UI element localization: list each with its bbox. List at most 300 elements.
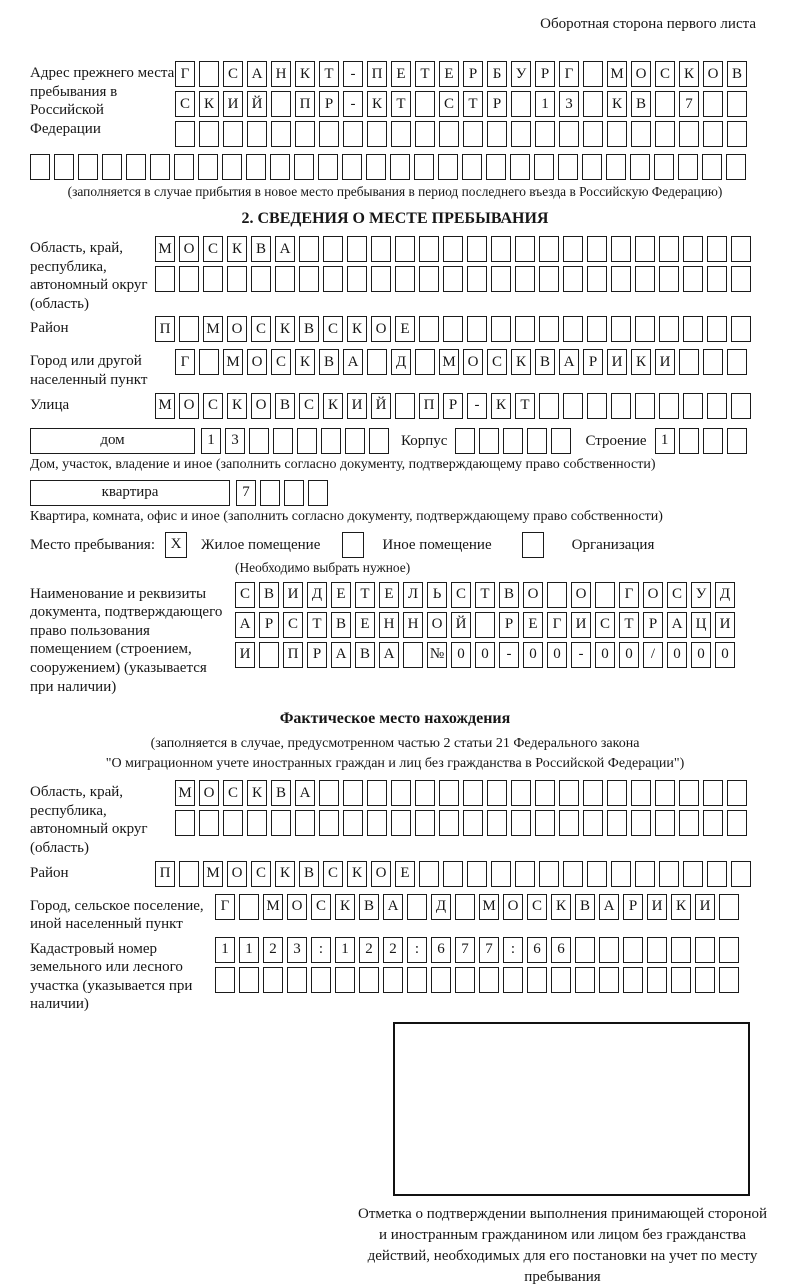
char-cell[interactable] [311, 967, 331, 993]
char-cell[interactable] [539, 393, 559, 419]
char-cell[interactable] [179, 316, 199, 342]
char-cell[interactable]: О [703, 61, 723, 87]
char-cell[interactable]: О [631, 61, 651, 87]
char-cell[interactable]: К [323, 393, 343, 419]
char-cell[interactable]: К [335, 894, 355, 920]
char-cell[interactable] [247, 121, 267, 147]
char-cell[interactable] [510, 154, 530, 180]
char-cell[interactable]: В [499, 582, 519, 608]
char-cell[interactable]: В [275, 393, 295, 419]
char-cell[interactable]: 2 [383, 937, 403, 963]
char-cell[interactable] [727, 428, 747, 454]
char-cell[interactable]: К [247, 780, 267, 806]
char-cell[interactable] [587, 316, 607, 342]
char-cell[interactable]: И [235, 642, 255, 668]
char-cell[interactable] [199, 61, 219, 87]
char-cell[interactable] [655, 810, 675, 836]
char-cell[interactable]: М [203, 861, 223, 887]
char-cell[interactable] [491, 236, 511, 262]
char-cell[interactable] [487, 780, 507, 806]
char-cell[interactable] [222, 154, 242, 180]
char-cell[interactable] [271, 91, 291, 117]
char-cell[interactable]: С [323, 316, 343, 342]
char-cell[interactable] [683, 316, 703, 342]
char-cell[interactable] [155, 266, 175, 292]
char-cell[interactable]: М [155, 236, 175, 262]
char-cell[interactable]: К [275, 316, 295, 342]
char-cell[interactable]: В [535, 349, 555, 375]
char-cell[interactable] [563, 316, 583, 342]
char-cell[interactable] [683, 266, 703, 292]
char-cell[interactable] [342, 154, 362, 180]
char-cell[interactable]: В [299, 861, 319, 887]
char-cell[interactable]: 0 [451, 642, 471, 668]
char-cell[interactable]: - [571, 642, 591, 668]
char-cell[interactable] [299, 236, 319, 262]
char-cell[interactable] [391, 121, 411, 147]
char-cell[interactable] [731, 316, 751, 342]
char-cell[interactable]: К [347, 861, 367, 887]
char-cell[interactable] [731, 236, 751, 262]
char-cell[interactable] [683, 236, 703, 262]
char-cell[interactable]: - [499, 642, 519, 668]
char-cell[interactable] [563, 861, 583, 887]
char-cell[interactable] [30, 154, 50, 180]
char-cell[interactable] [491, 861, 511, 887]
char-cell[interactable]: П [295, 91, 315, 117]
char-cell[interactable] [611, 393, 631, 419]
char-cell[interactable]: Р [499, 612, 519, 638]
char-cell[interactable] [703, 91, 723, 117]
char-cell[interactable] [719, 967, 739, 993]
char-cell[interactable] [199, 810, 219, 836]
char-cell[interactable]: Е [391, 61, 411, 87]
char-cell[interactable] [559, 780, 579, 806]
char-cell[interactable] [347, 236, 367, 262]
char-cell[interactable] [321, 428, 341, 454]
char-cell[interactable] [367, 121, 387, 147]
char-cell[interactable]: Р [443, 393, 463, 419]
char-cell[interactable] [366, 154, 386, 180]
char-cell[interactable] [391, 780, 411, 806]
char-cell[interactable] [174, 154, 194, 180]
char-cell[interactable] [534, 154, 554, 180]
char-cell[interactable]: 0 [595, 642, 615, 668]
char-cell[interactable]: А [667, 612, 687, 638]
char-cell[interactable]: Т [355, 582, 375, 608]
char-cell[interactable]: Р [583, 349, 603, 375]
char-cell[interactable] [335, 967, 355, 993]
char-cell[interactable]: 0 [715, 642, 735, 668]
residence-checkbox-inoe[interactable] [342, 532, 364, 558]
char-cell[interactable] [463, 810, 483, 836]
char-cell[interactable]: А [331, 642, 351, 668]
char-cell[interactable]: 2 [359, 937, 379, 963]
char-cell[interactable] [563, 236, 583, 262]
char-cell[interactable]: П [419, 393, 439, 419]
char-cell[interactable] [727, 121, 747, 147]
char-cell[interactable]: 7 [479, 937, 499, 963]
char-cell[interactable] [263, 967, 283, 993]
char-cell[interactable]: К [679, 61, 699, 87]
char-cell[interactable]: О [523, 582, 543, 608]
char-cell[interactable]: С [595, 612, 615, 638]
char-cell[interactable] [727, 91, 747, 117]
char-cell[interactable]: С [251, 861, 271, 887]
residence-checkbox-org[interactable] [522, 532, 544, 558]
char-cell[interactable]: Н [403, 612, 423, 638]
char-cell[interactable]: Ц [691, 612, 711, 638]
char-cell[interactable] [503, 967, 523, 993]
char-cell[interactable] [599, 937, 619, 963]
char-cell[interactable]: / [643, 642, 663, 668]
char-cell[interactable] [198, 154, 218, 180]
residence-checkbox-zhiloe[interactable]: X [165, 532, 187, 558]
char-cell[interactable]: К [275, 861, 295, 887]
char-cell[interactable] [455, 428, 475, 454]
char-cell[interactable] [587, 393, 607, 419]
char-cell[interactable]: О [643, 582, 663, 608]
char-cell[interactable] [582, 154, 602, 180]
char-cell[interactable]: Б [487, 61, 507, 87]
char-cell[interactable]: А [559, 349, 579, 375]
char-cell[interactable] [343, 780, 363, 806]
char-cell[interactable] [443, 236, 463, 262]
char-cell[interactable]: : [407, 937, 427, 963]
char-cell[interactable]: Й [247, 91, 267, 117]
char-cell[interactable]: М [223, 349, 243, 375]
char-cell[interactable] [345, 428, 365, 454]
char-cell[interactable]: С [527, 894, 547, 920]
char-cell[interactable] [347, 266, 367, 292]
char-cell[interactable] [679, 349, 699, 375]
char-cell[interactable] [583, 121, 603, 147]
char-cell[interactable]: Г [175, 349, 195, 375]
char-cell[interactable] [683, 393, 703, 419]
char-cell[interactable] [419, 236, 439, 262]
char-cell[interactable]: 0 [523, 642, 543, 668]
char-cell[interactable] [467, 316, 487, 342]
char-cell[interactable]: Е [395, 861, 415, 887]
char-cell[interactable] [295, 121, 315, 147]
char-cell[interactable] [539, 316, 559, 342]
char-cell[interactable]: 0 [619, 642, 639, 668]
char-cell[interactable] [179, 861, 199, 887]
char-cell[interactable] [727, 780, 747, 806]
char-cell[interactable] [284, 480, 304, 506]
char-cell[interactable]: : [311, 937, 331, 963]
char-cell[interactable] [631, 121, 651, 147]
char-cell[interactable]: 1 [201, 428, 221, 454]
char-cell[interactable] [599, 967, 619, 993]
char-cell[interactable] [367, 780, 387, 806]
char-cell[interactable]: Г [547, 612, 567, 638]
char-cell[interactable] [607, 780, 627, 806]
char-cell[interactable]: К [295, 349, 315, 375]
char-cell[interactable] [583, 810, 603, 836]
char-cell[interactable]: Т [415, 61, 435, 87]
char-cell[interactable] [679, 780, 699, 806]
char-cell[interactable] [511, 810, 531, 836]
char-cell[interactable]: А [343, 349, 363, 375]
char-cell[interactable] [719, 894, 739, 920]
char-cell[interactable]: Р [535, 61, 555, 87]
char-cell[interactable] [727, 810, 747, 836]
char-cell[interactable] [247, 810, 267, 836]
char-cell[interactable]: № [427, 642, 447, 668]
char-cell[interactable] [343, 810, 363, 836]
char-cell[interactable]: Р [643, 612, 663, 638]
char-cell[interactable] [527, 428, 547, 454]
char-cell[interactable] [439, 780, 459, 806]
char-cell[interactable] [323, 266, 343, 292]
char-cell[interactable]: И [571, 612, 591, 638]
char-cell[interactable] [539, 236, 559, 262]
char-cell[interactable] [359, 967, 379, 993]
char-cell[interactable]: И [283, 582, 303, 608]
char-cell[interactable] [391, 810, 411, 836]
char-cell[interactable] [623, 967, 643, 993]
char-cell[interactable]: С [451, 582, 471, 608]
char-cell[interactable]: Е [355, 612, 375, 638]
char-cell[interactable] [175, 810, 195, 836]
char-cell[interactable]: М [155, 393, 175, 419]
char-cell[interactable]: 1 [655, 428, 675, 454]
char-cell[interactable]: 3 [559, 91, 579, 117]
char-cell[interactable]: А [275, 236, 295, 262]
char-cell[interactable]: Т [391, 91, 411, 117]
char-cell[interactable] [631, 780, 651, 806]
char-cell[interactable] [703, 810, 723, 836]
char-cell[interactable]: К [631, 349, 651, 375]
char-cell[interactable] [515, 316, 535, 342]
char-cell[interactable] [403, 642, 423, 668]
char-cell[interactable] [731, 393, 751, 419]
char-cell[interactable] [558, 154, 578, 180]
char-cell[interactable]: К [347, 316, 367, 342]
char-cell[interactable] [287, 967, 307, 993]
char-cell[interactable]: В [331, 612, 351, 638]
char-cell[interactable] [707, 393, 727, 419]
char-cell[interactable]: Т [515, 393, 535, 419]
char-cell[interactable] [539, 266, 559, 292]
char-cell[interactable] [251, 266, 271, 292]
char-cell[interactable] [731, 266, 751, 292]
char-cell[interactable]: В [259, 582, 279, 608]
char-cell[interactable] [239, 894, 259, 920]
char-cell[interactable] [479, 967, 499, 993]
char-cell[interactable]: 0 [547, 642, 567, 668]
char-cell[interactable] [369, 428, 389, 454]
char-cell[interactable] [294, 154, 314, 180]
char-cell[interactable]: Т [307, 612, 327, 638]
char-cell[interactable] [343, 121, 363, 147]
char-cell[interactable] [259, 642, 279, 668]
char-cell[interactable] [467, 236, 487, 262]
char-cell[interactable] [630, 154, 650, 180]
char-cell[interactable] [559, 121, 579, 147]
char-cell[interactable] [199, 349, 219, 375]
char-cell[interactable] [611, 266, 631, 292]
char-cell[interactable] [583, 61, 603, 87]
char-cell[interactable]: 1 [535, 91, 555, 117]
char-cell[interactable]: С [271, 349, 291, 375]
char-cell[interactable] [443, 861, 463, 887]
char-cell[interactable]: К [671, 894, 691, 920]
char-cell[interactable]: Н [379, 612, 399, 638]
char-cell[interactable]: В [359, 894, 379, 920]
char-cell[interactable]: Р [623, 894, 643, 920]
char-cell[interactable] [54, 154, 74, 180]
char-cell[interactable] [78, 154, 98, 180]
char-cell[interactable] [659, 316, 679, 342]
char-cell[interactable]: 1 [239, 937, 259, 963]
char-cell[interactable]: В [727, 61, 747, 87]
char-cell[interactable] [319, 780, 339, 806]
char-cell[interactable] [707, 266, 727, 292]
char-cell[interactable] [150, 154, 170, 180]
char-cell[interactable] [271, 810, 291, 836]
char-cell[interactable]: В [299, 316, 319, 342]
char-cell[interactable] [683, 861, 703, 887]
char-cell[interactable]: О [503, 894, 523, 920]
char-cell[interactable] [443, 316, 463, 342]
char-cell[interactable] [515, 266, 535, 292]
char-cell[interactable] [467, 266, 487, 292]
char-cell[interactable]: О [179, 236, 199, 262]
char-cell[interactable] [511, 780, 531, 806]
char-cell[interactable] [679, 810, 699, 836]
char-cell[interactable]: С [175, 91, 195, 117]
char-cell[interactable]: 6 [527, 937, 547, 963]
char-cell[interactable] [455, 894, 475, 920]
char-cell[interactable] [623, 937, 643, 963]
char-cell[interactable]: В [575, 894, 595, 920]
char-cell[interactable]: Р [319, 91, 339, 117]
char-cell[interactable] [719, 937, 739, 963]
char-cell[interactable] [487, 810, 507, 836]
char-cell[interactable]: И [695, 894, 715, 920]
char-cell[interactable]: П [367, 61, 387, 87]
char-cell[interactable]: 7 [236, 480, 256, 506]
char-cell[interactable]: Р [487, 91, 507, 117]
char-cell[interactable] [295, 810, 315, 836]
char-cell[interactable] [415, 780, 435, 806]
char-cell[interactable] [319, 810, 339, 836]
char-cell[interactable]: С [311, 894, 331, 920]
char-cell[interactable]: К [551, 894, 571, 920]
char-cell[interactable]: Д [431, 894, 451, 920]
char-cell[interactable]: О [199, 780, 219, 806]
char-cell[interactable] [587, 861, 607, 887]
char-cell[interactable]: О [179, 393, 199, 419]
char-cell[interactable]: С [283, 612, 303, 638]
char-cell[interactable] [727, 349, 747, 375]
char-cell[interactable] [203, 266, 223, 292]
char-cell[interactable] [659, 236, 679, 262]
char-cell[interactable] [515, 861, 535, 887]
char-cell[interactable] [199, 121, 219, 147]
char-cell[interactable] [239, 967, 259, 993]
char-cell[interactable] [547, 582, 567, 608]
char-cell[interactable] [563, 393, 583, 419]
char-cell[interactable]: У [691, 582, 711, 608]
char-cell[interactable] [273, 428, 293, 454]
char-cell[interactable]: Т [475, 582, 495, 608]
char-cell[interactable]: В [271, 780, 291, 806]
char-cell[interactable]: С [299, 393, 319, 419]
char-cell[interactable]: С [487, 349, 507, 375]
char-cell[interactable] [475, 612, 495, 638]
char-cell[interactable]: Е [439, 61, 459, 87]
char-cell[interactable]: К [227, 393, 247, 419]
char-cell[interactable] [503, 428, 523, 454]
char-cell[interactable]: О [571, 582, 591, 608]
char-cell[interactable]: Д [391, 349, 411, 375]
char-cell[interactable] [535, 780, 555, 806]
char-cell[interactable] [587, 266, 607, 292]
char-cell[interactable] [611, 861, 631, 887]
char-cell[interactable] [535, 121, 555, 147]
char-cell[interactable]: Ь [427, 582, 447, 608]
char-cell[interactable] [702, 154, 722, 180]
char-cell[interactable]: Л [403, 582, 423, 608]
char-cell[interactable] [486, 154, 506, 180]
char-cell[interactable]: С [439, 91, 459, 117]
char-cell[interactable] [415, 810, 435, 836]
char-cell[interactable]: Г [215, 894, 235, 920]
char-cell[interactable]: - [343, 61, 363, 87]
char-cell[interactable] [438, 154, 458, 180]
char-cell[interactable] [654, 154, 674, 180]
char-cell[interactable] [559, 810, 579, 836]
char-cell[interactable]: Д [307, 582, 327, 608]
char-cell[interactable] [479, 428, 499, 454]
char-cell[interactable]: К [295, 61, 315, 87]
char-cell[interactable] [647, 937, 667, 963]
char-cell[interactable]: 1 [335, 937, 355, 963]
char-cell[interactable] [487, 121, 507, 147]
char-cell[interactable]: Е [395, 316, 415, 342]
char-cell[interactable]: - [343, 91, 363, 117]
char-cell[interactable]: 6 [551, 937, 571, 963]
char-cell[interactable] [431, 967, 451, 993]
char-cell[interactable] [323, 236, 343, 262]
char-cell[interactable]: Е [379, 582, 399, 608]
char-cell[interactable]: О [463, 349, 483, 375]
char-cell[interactable] [415, 91, 435, 117]
char-cell[interactable]: К [367, 91, 387, 117]
char-cell[interactable]: М [203, 316, 223, 342]
char-cell[interactable] [659, 393, 679, 419]
char-cell[interactable] [635, 316, 655, 342]
char-cell[interactable] [575, 967, 595, 993]
char-cell[interactable] [463, 780, 483, 806]
char-cell[interactable] [606, 154, 626, 180]
char-cell[interactable] [726, 154, 746, 180]
char-cell[interactable]: 7 [679, 91, 699, 117]
char-cell[interactable] [179, 266, 199, 292]
char-cell[interactable]: Й [371, 393, 391, 419]
char-cell[interactable]: И [347, 393, 367, 419]
char-cell[interactable]: С [203, 393, 223, 419]
char-cell[interactable]: Г [619, 582, 639, 608]
char-cell[interactable]: А [247, 61, 267, 87]
char-cell[interactable] [467, 861, 487, 887]
char-cell[interactable] [695, 937, 715, 963]
char-cell[interactable]: Р [463, 61, 483, 87]
char-cell[interactable] [395, 266, 415, 292]
